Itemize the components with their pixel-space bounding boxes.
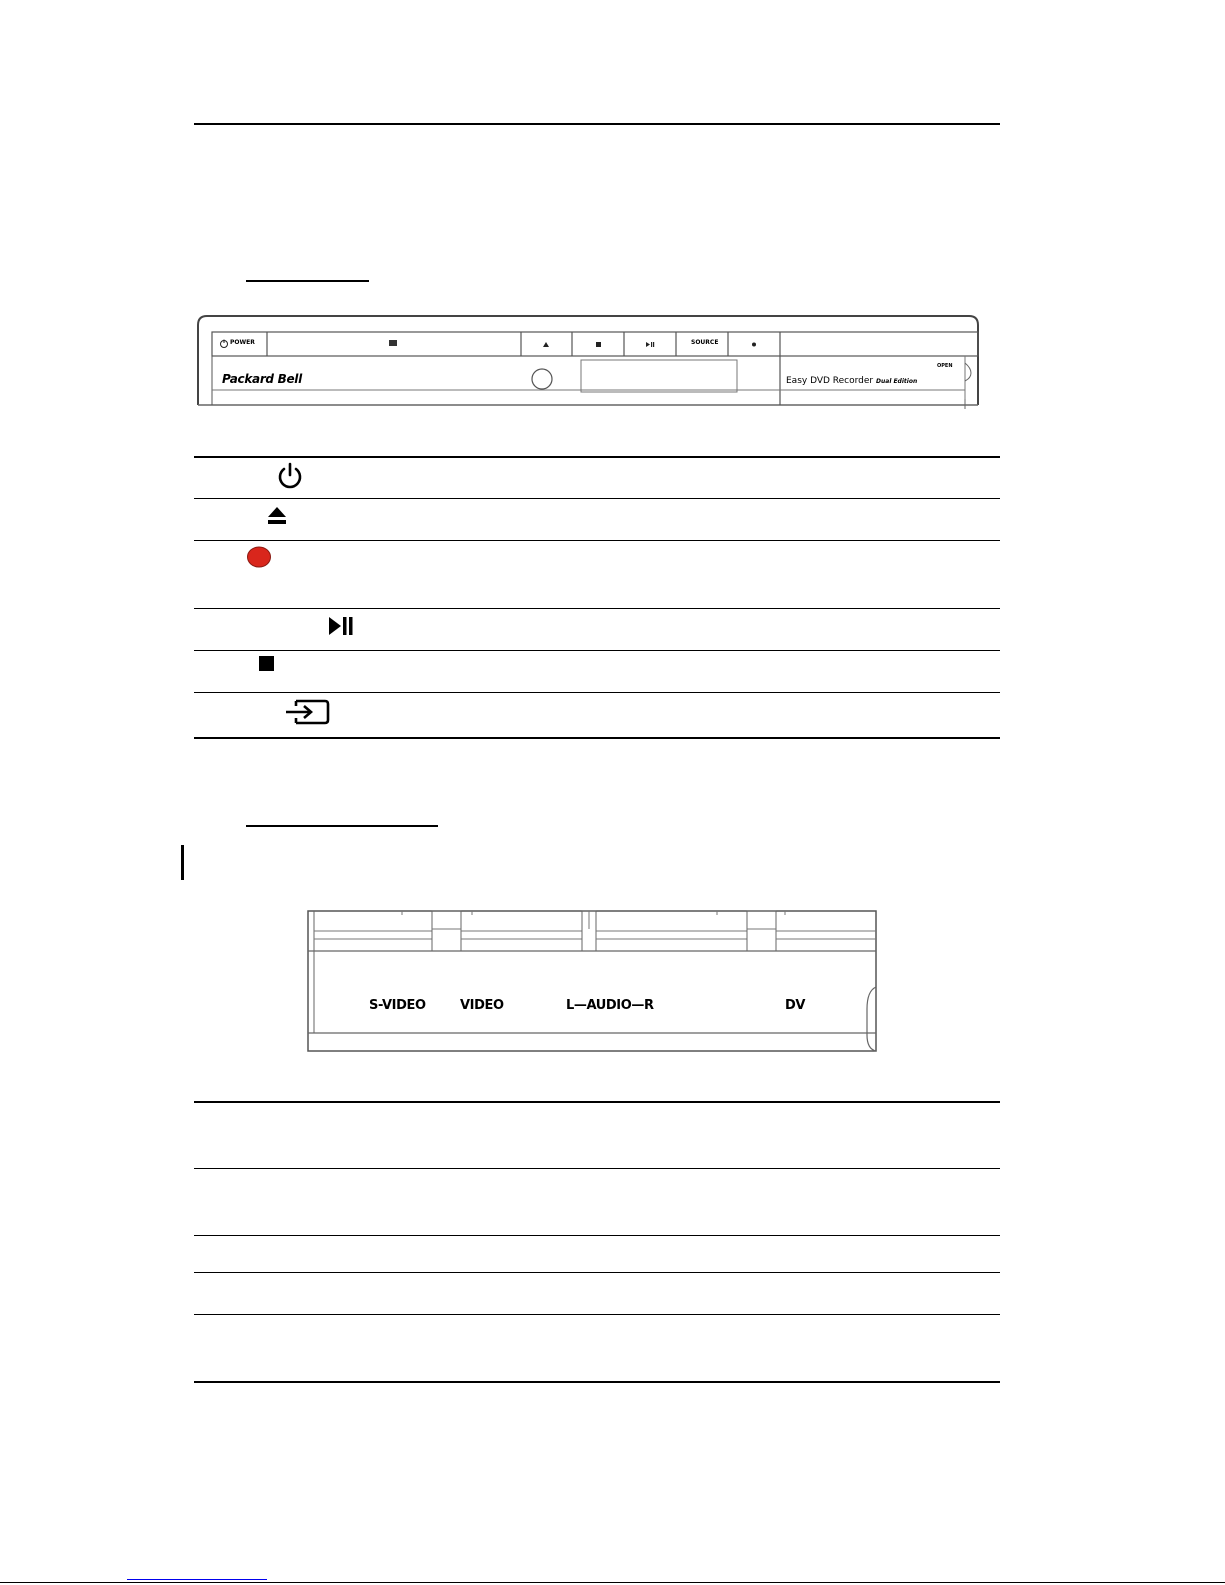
open-label: OPEN [937,363,953,369]
power-icon [276,461,304,491]
side-panel-heading-underline [246,825,438,827]
video-label: VIDEO [460,998,504,1013]
table1-rule-bottom [194,737,1000,739]
s-video-label: S-VIDEO [369,998,426,1013]
audio-label: L—AUDIO—R [566,998,654,1013]
model-name-text: Easy DVD Recorder [786,376,874,386]
play-pause-icon [327,616,355,636]
stop-icon [258,655,276,673]
table2-rule-bottom [194,1381,1000,1383]
table1-rule-3 [194,608,1000,609]
table2-rule-1 [194,1168,1000,1169]
table1-rule-4 [194,650,1000,651]
source-input-icon [284,697,330,727]
footer-link-underline[interactable] [127,1579,267,1580]
table1-rule-top [194,456,1000,458]
dv-label: DV [785,998,806,1013]
front-panel-heading-underline [246,280,369,282]
model-name [786,376,917,386]
bottom-edge [0,1582,1225,1583]
brand-logo: Packard Bell [222,372,302,386]
edition-text: Dual Edition [876,378,918,385]
table2-rule-top [194,1101,1000,1103]
change-bar [181,845,184,880]
table2-rule-4 [194,1314,1000,1315]
table1-rule-1 [194,498,1000,499]
table2-rule-2 [194,1235,1000,1236]
top-rule [194,123,1000,125]
front-panel-illustration [195,313,983,409]
source-button-label: SOURCE [691,339,719,346]
table1-rule-2 [194,540,1000,541]
table1-rule-5 [194,692,1000,693]
side-panel-illustration [307,909,879,1055]
eject-icon [266,505,288,527]
record-icon [246,546,272,568]
table2-rule-3 [194,1272,1000,1273]
power-button-label: POWER [230,339,255,346]
